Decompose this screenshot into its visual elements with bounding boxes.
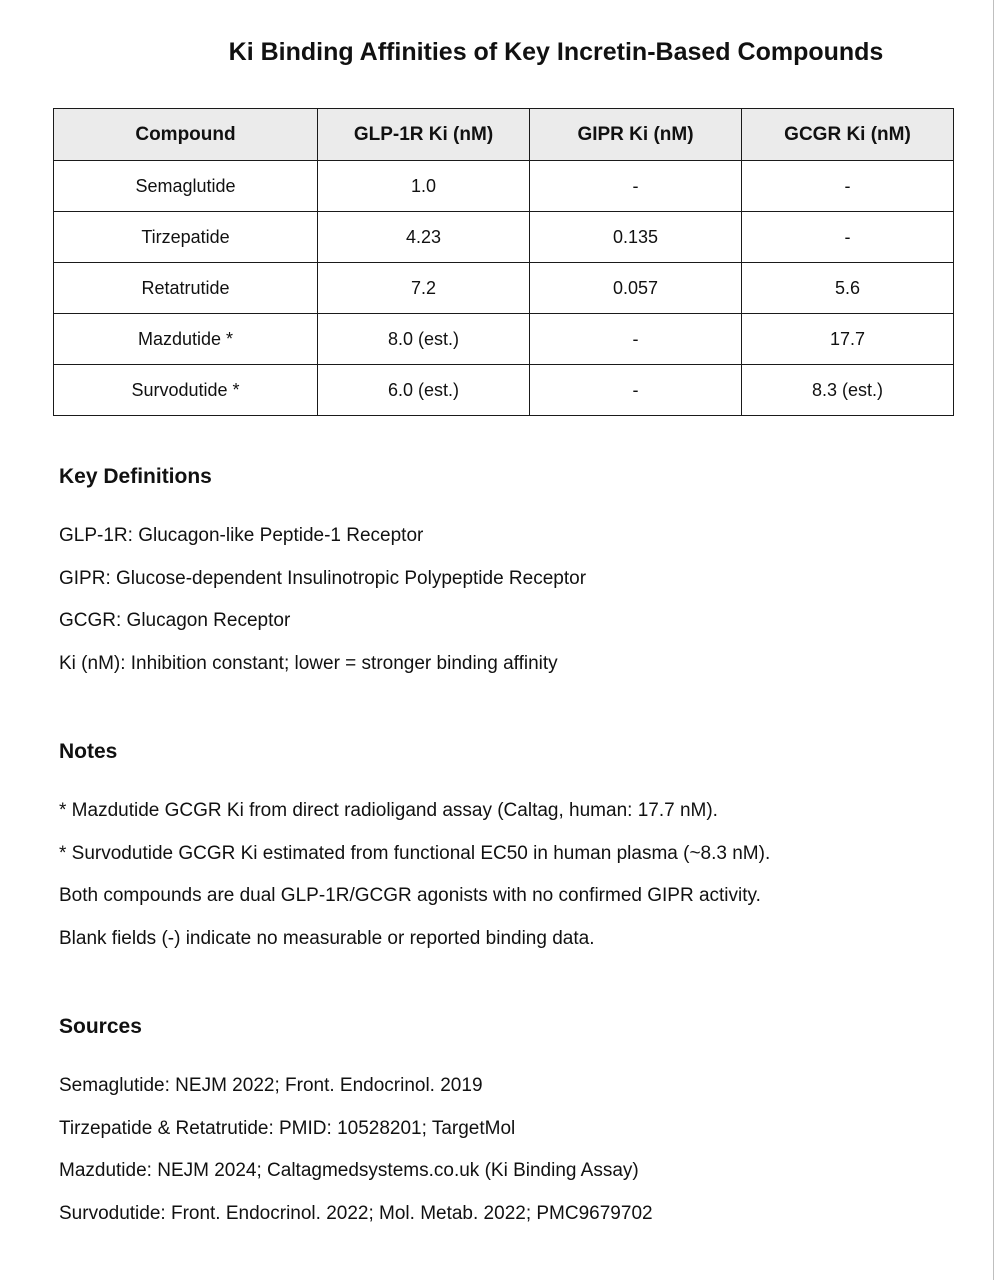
sources-heading: Sources [59, 1015, 142, 1038]
table-row [54, 212, 954, 263]
cell-gcgr-ki: - [742, 212, 954, 263]
cell-compound: Tirzepatide [54, 212, 318, 263]
cell-glp1r-ki: 8.0 (est.) [318, 314, 530, 365]
cell-gcgr-ki: 17.7 [742, 314, 954, 365]
table-row [54, 263, 954, 314]
cell-gipr-ki: - [530, 314, 742, 365]
table-row [54, 314, 954, 365]
list-item: * Survodutide GCGR Ki estimated from functional EC50 in human plasma (~8.3 nM). [59, 842, 771, 864]
table-header-row [54, 109, 954, 161]
cell-gcgr-ki: 5.6 [742, 263, 954, 314]
definitions-heading: Key Definitions [59, 465, 212, 488]
cell-gcgr-ki: 8.3 (est.) [742, 365, 954, 416]
cell-gipr-ki: - [530, 161, 742, 212]
table-row [54, 161, 954, 212]
list-item: Ki (nM): Inhibition constant; lower = stronger binding affinity [59, 652, 558, 674]
cell-compound: Semaglutide [54, 161, 318, 212]
header-gipr-ki: GIPR Ki (nM) [530, 109, 742, 161]
list-item: GCGR: Glucagon Receptor [59, 610, 291, 631]
table-row [54, 365, 954, 416]
cell-glp1r-ki: 1.0 [318, 161, 530, 212]
list-item: Tirzepatide & Retatrutide: PMID: 10528201; TargetMol [59, 1117, 516, 1139]
list-item: * Mazdutide GCGR Ki from direct radioligand assay (Caltag, human: 17.7 nM). [59, 800, 718, 821]
cell-compound: Survodutide * [54, 365, 318, 416]
ki-affinity-table [53, 108, 954, 416]
cell-compound: Retatrutide [54, 263, 318, 314]
notes-list [59, 800, 770, 970]
page-edge-rule [993, 0, 994, 1280]
header-gcgr-ki: GCGR Ki (nM) [742, 109, 954, 161]
cell-gipr-ki: - [530, 365, 742, 416]
cell-gipr-ki: 0.057 [530, 263, 742, 314]
cell-gipr-ki: 0.135 [530, 212, 742, 263]
list-item: Semaglutide: NEJM 2022; Front. Endocrinol. 2019 [59, 1075, 483, 1096]
document-title: Ki Binding Affinities of Key Incretin-Based Compounds [228, 38, 884, 66]
sources-list [59, 1075, 653, 1245]
cell-compound: Mazdutide * [54, 314, 318, 365]
cell-glp1r-ki: 6.0 (est.) [318, 365, 530, 416]
definitions-list [59, 525, 586, 695]
cell-gcgr-ki: - [742, 161, 954, 212]
list-item: GIPR: Glucose-dependent Insulinotropic Polypeptide Receptor [59, 567, 587, 589]
list-item: Blank fields (-) indicate no measurable or reported binding data. [59, 927, 595, 949]
header-compound: Compound [54, 109, 318, 161]
header-glp1r-ki: GLP-1R Ki (nM) [318, 109, 530, 161]
list-item: GLP-1R: Glucagon-like Peptide-1 Receptor [59, 525, 424, 546]
notes-heading: Notes [59, 740, 118, 763]
cell-glp1r-ki: 7.2 [318, 263, 530, 314]
list-item: Survodutide: Front. Endocrinol. 2022; Mol. Metab. 2022; PMC9679702 [59, 1202, 653, 1224]
cell-glp1r-ki: 4.23 [318, 212, 530, 263]
list-item: Both compounds are dual GLP-1R/GCGR agonists with no confirmed GIPR activity. [59, 885, 761, 906]
list-item: Mazdutide: NEJM 2024; Caltagmedsystems.co.uk (Ki Binding Assay) [59, 1160, 639, 1181]
